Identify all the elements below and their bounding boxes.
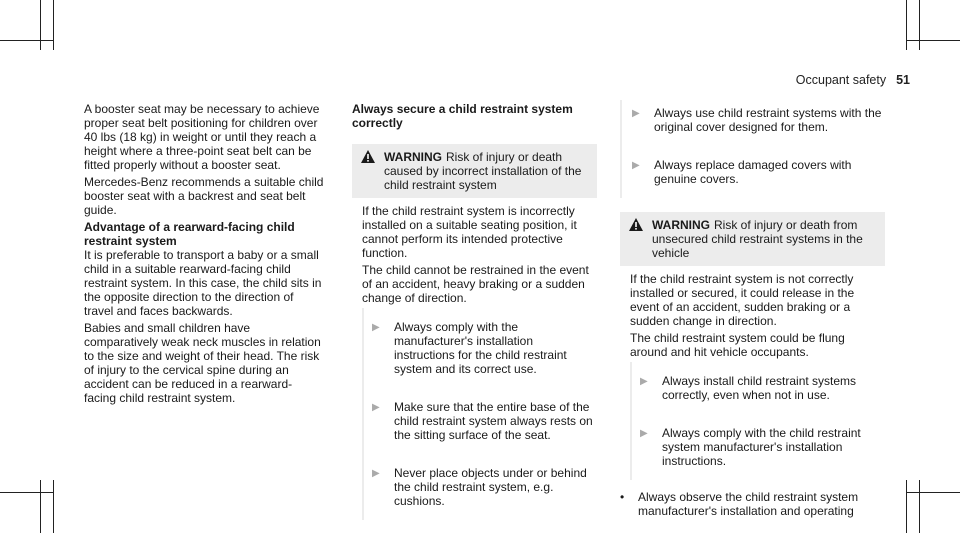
list-item: [632, 100, 885, 146]
list-item-text: Always install child restraint systems correctly, even when not in use.: [662, 374, 857, 402]
column-3: [620, 100, 885, 518]
warning-label: WARNING: [652, 218, 710, 232]
list-item: [362, 388, 597, 454]
list-item-text: Always comply with the manufacturer's installation instructions for the child restraint system and its correct use.: [394, 320, 567, 376]
arrow-icon: ▶: [640, 428, 648, 439]
list-item-text: Always use child restraint systems with the original cover designed for them.: [654, 106, 882, 134]
column-1: [84, 102, 324, 408]
section-heading: Advantage of a rearward-facing child restraint system: [84, 220, 295, 248]
warning-text: Risk of injury or death caused by incorrect installation of the child restraint system: [384, 150, 582, 192]
crop-mark: [906, 492, 960, 493]
list-item-text: Always observe the child restraint system manufacturer's installation and operating: [638, 490, 859, 518]
crop-mark: [40, 480, 41, 533]
warning-text: Risk of injury or death from unsecured child restraint systems in the vehicle: [652, 218, 863, 260]
bullet-dot-icon: •: [620, 490, 625, 504]
paragraph: A booster seat may be necessary to achieve proper seat belt positioning for children over 40 lbs (18 kg) in weight or until they reach a height where a three-point seat belt can be fitted properly without a booster seat.: [84, 102, 320, 172]
section-heading: Always secure a child restraint system correctly: [352, 102, 573, 130]
arrow-icon: ▶: [372, 322, 380, 333]
warning-icon: [628, 218, 644, 231]
paragraph: It is preferable to transport a baby or a small child in a suitable rearward-facing child restraint system. In this case, the child sits in the opposite direction to the direction of travel and faces backwards.: [84, 248, 322, 318]
list-item: [632, 146, 885, 198]
crop-mark: [919, 480, 920, 533]
crop-mark: [53, 480, 54, 533]
section-title: Occupant safety: [795, 73, 887, 87]
crop-mark: [0, 492, 53, 493]
crop-mark: [53, 0, 54, 50]
column-2: [352, 102, 597, 520]
arrow-icon: ▶: [632, 160, 640, 171]
paragraph: The child cannot be restrained in the event of an accident, heavy braking or a sudden change of direction.: [362, 263, 589, 305]
arrow-icon: ▶: [640, 376, 648, 387]
arrow-icon: ▶: [372, 468, 380, 479]
arrow-icon: ▶: [632, 108, 640, 119]
list-item: [362, 308, 597, 388]
crop-mark: [906, 40, 960, 41]
warning-box: [620, 212, 885, 266]
warning-label: WARNING: [384, 150, 442, 164]
list-item-text: Never place objects under or behind the child restraint system, e.g. cushions.: [394, 466, 587, 508]
crop-mark: [919, 0, 920, 50]
list-item: [362, 454, 597, 520]
paragraph: If the child restraint system is incorrectly installed on a suitable seating position, it cannot perform its intended protective function.: [362, 204, 577, 260]
list-item-text: Always comply with the child restraint system manufacturer's installation instructions.: [662, 426, 861, 468]
crop-mark: [906, 480, 907, 533]
paragraph: Babies and small children have comparatively weak neck muscles in relation to the size and weight of their head. The risk of injury to the cervical spine during an accident can be reduced in a rearward-facing child restraint system.: [84, 321, 321, 405]
paragraph: The child restraint system could be flung around and hit vehicle occupants.: [630, 331, 845, 359]
list-item: [620, 490, 885, 518]
list-item-text: Always replace damaged covers with genuine covers.: [654, 158, 852, 186]
crop-mark: [906, 0, 907, 50]
crop-mark: [0, 40, 53, 41]
warning-icon: [360, 150, 376, 163]
list-item: [630, 414, 885, 480]
arrow-icon: ▶: [372, 402, 380, 413]
paragraph: Mercedes-Benz recommends a suitable child booster seat with a backrest and seat belt guide.: [84, 175, 324, 217]
page-number: 51: [896, 73, 910, 87]
crop-mark: [40, 0, 41, 50]
paragraph: If the child restraint system is not correctly installed or secured, it could release in the event of an accident, sudden braking or a sudden change in direction.: [630, 272, 855, 328]
list-item-text: Make sure that the entire base of the child restraint system always rests on the sitting surface of the seat.: [394, 400, 593, 442]
page-header: [796, 73, 910, 87]
warning-box: [352, 144, 597, 198]
list-item: [630, 362, 885, 414]
